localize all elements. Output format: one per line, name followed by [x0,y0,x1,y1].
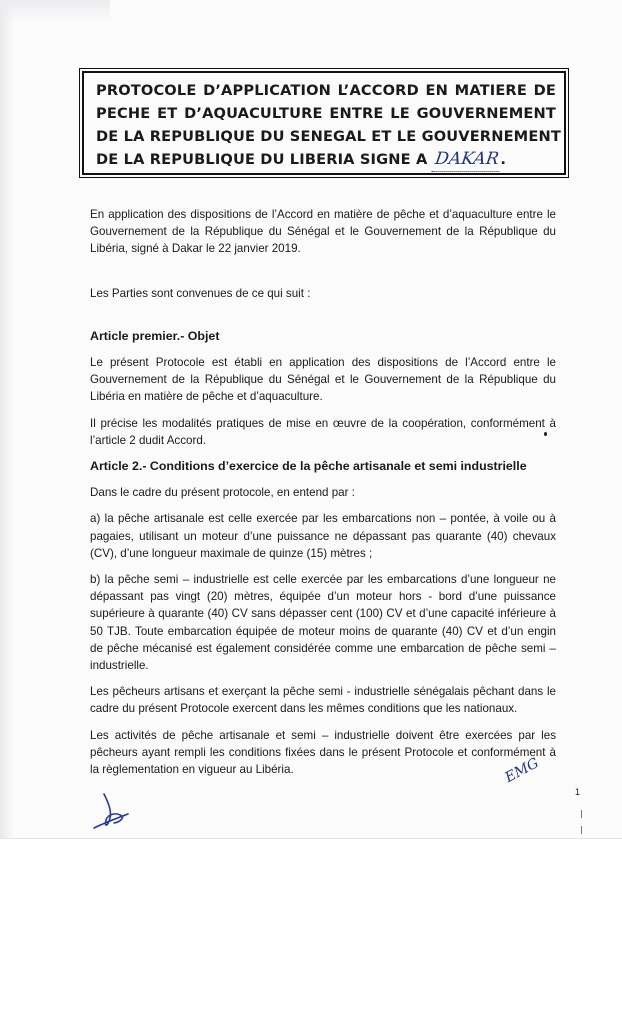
ink-dot [544,432,547,436]
title-line-4-text: DE LA REPUBLIQUE DU LIBERIA SIGNE A [96,151,428,168]
signature-mark [92,790,132,834]
margin-mark [581,810,582,818]
page-number: 1 [575,787,581,797]
article2-paragraph-5: Les activités de pêche artisanale et semi – industrielle doivent être exercées par les pêcheurs ayant rempli les conditions fixées dans le présent Protocole et conformément à la règlementation en vigueur au Libéria. [90,728,556,777]
article1-paragraph-1: Le présent Protocole est établi en application des dispositions de l’Accord entre le Gouvernement de la République du Sénégal et le Gouvernement de la République du Libéria en matière de pêche et d’aquaculture. [90,356,556,404]
article1-paragraph-2: Il précise les modalités pratiques de mise en œuvre de la coopération, conformément à l’article 2 dudit Accord. [90,416,556,447]
scan-smudge [0,0,110,22]
title-line-3: DE LA REPUBLIQUE DU SENEGAL ET LE GOUVERNEMENT [96,128,561,145]
article2-paragraph-1: Dans le cadre du présent protocole, en entend par : [90,486,355,500]
article2-paragraph-b: b) la pêche semi – industrielle est celle exercée par les embarcations d’une longueur ne dépassant pas vingt (20) mètres, équipée d’un moteur hors - bord d’une puissance supérieure à quarante (40) CV sans dépasser cent (100) CV et d’une capacité inférieure à 50 TJB. Toute embarcation équipée de moteur moins de quarante (40) CV et d’un engin de pêche mécanisé est également considérée comme une embarcation de pêche semi – industrielle. [90,573,556,673]
article2-paragraph-a: a) la pêche artisanale est celle exercée par les embarcations non – pontée, à voile ou à pagaies, utilisant un moteur d’une puissance ne dépassant pas quarante (40) chevaux (CV), d’une longueur maximale de quinze (15) mètres ; [90,512,556,560]
scan-edge-shadow [0,0,14,838]
agreement-paragraph: Les Parties sont convenues de ce qui suit : [90,286,311,300]
handwritten-place: DAKAR [431,148,502,172]
title-end: . [500,151,507,168]
handwritten-initials: EMG [502,755,542,786]
article2-paragraph-4: Les pêcheurs artisans et exerçant la pêche semi - industrielle sénégalais pêchant dans le cadre du présent Protocole exercent dans les mêmes conditions que les nationaux. [90,685,556,716]
intro-paragraph: En application des dispositions de l’Accord en matière de pêche et d’aquaculture entre le Gouvernement de la République du Sénégal et le Gouvernement de la République du Libéria, signé à Dakar le 22 janvier 2019. [90,208,556,256]
title-line-2: PECHE ET D’AQUACULTURE ENTRE LE GOUVERNEMENT [96,105,556,122]
article2-heading: Article 2.- Conditions d’exercice de la pêche artisanale et semi industrielle [90,459,527,474]
title-line-4 [96,148,556,172]
title-box [82,71,566,175]
margin-mark [581,826,582,834]
article1-heading: Article premier.- Objet [90,328,220,343]
document-body [90,206,556,778]
title-line-1: PROTOCOLE D’APPLICATION L’ACCORD EN MATIERE DE [96,82,556,99]
